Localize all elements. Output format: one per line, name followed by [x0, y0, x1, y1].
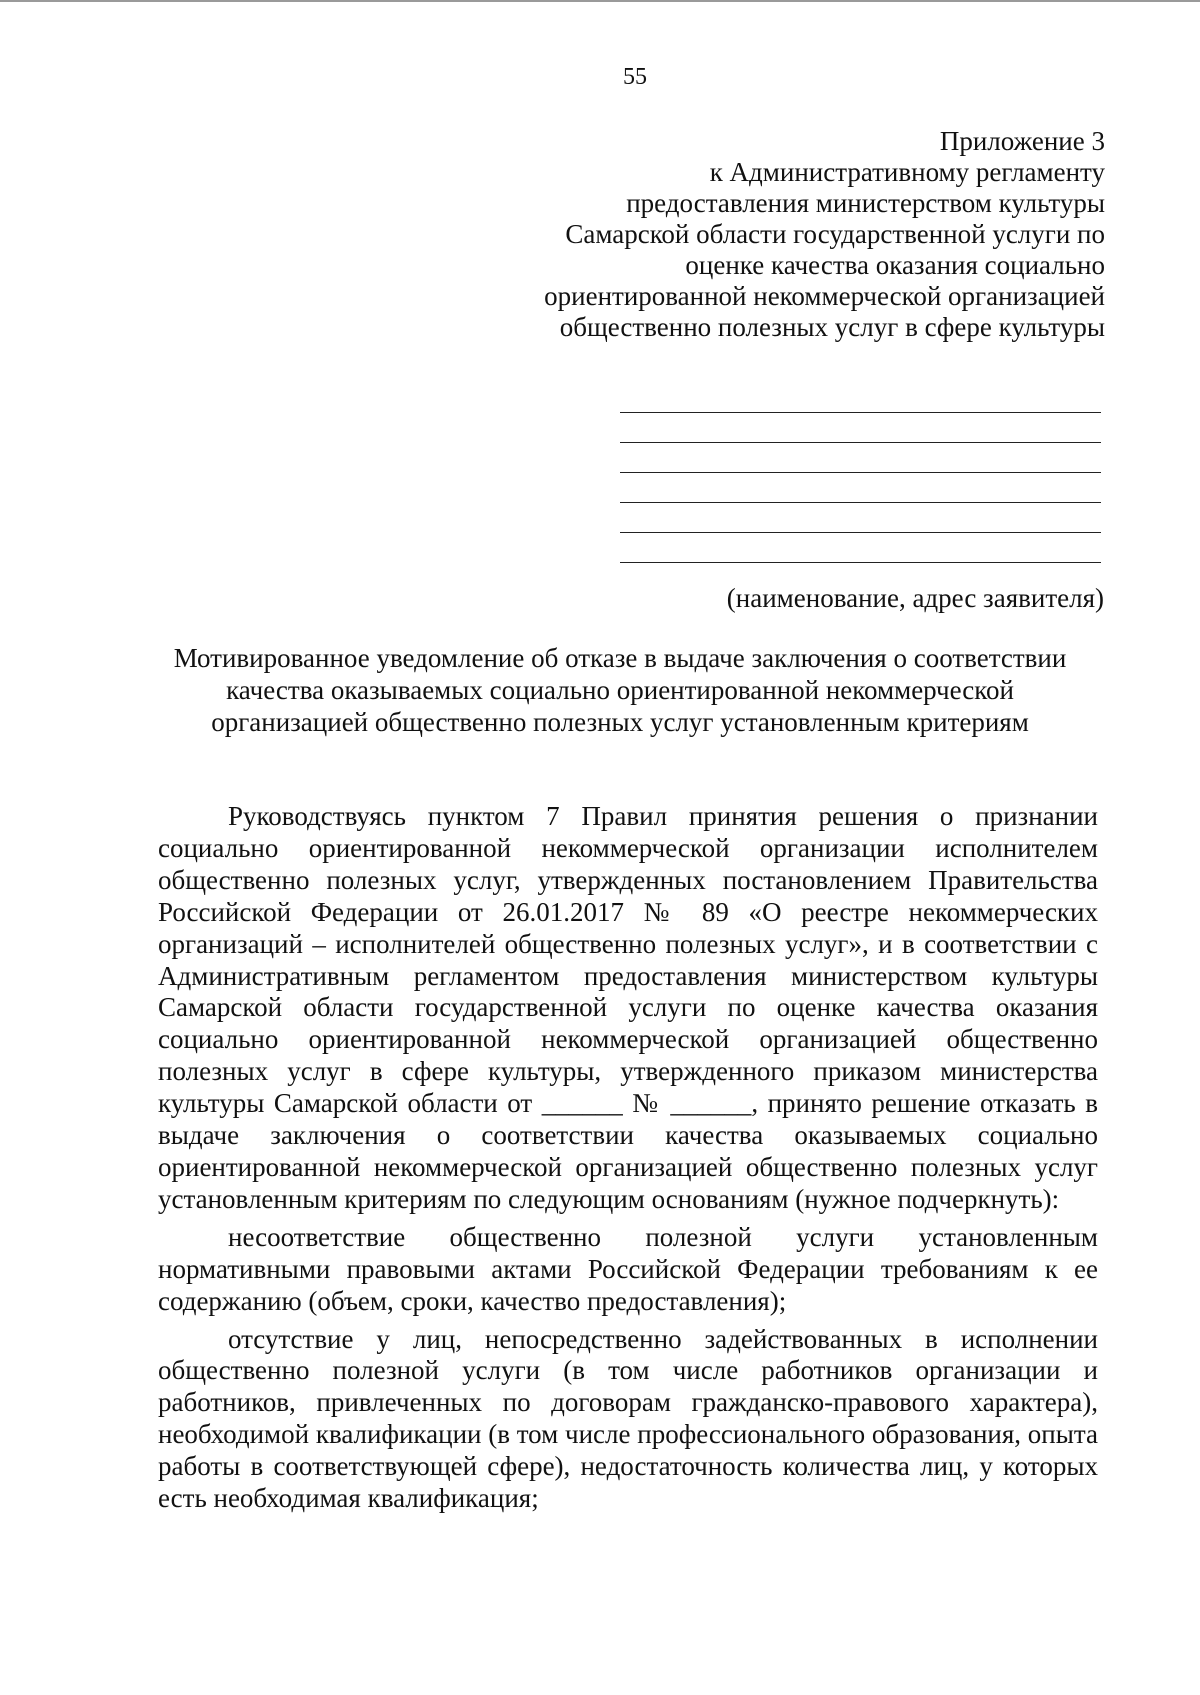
appendix-header: [465, 126, 1105, 343]
refusal-ground: отсутствие у лиц, непосредственно задействованных в исполнении общественно полезной услуги (в том числе работников организации и работников, привлеченных по договорам гражданско-правового характера), необходимой квалификации (в том числе профессионального образования, опыта работы в соответствующей сфере), недостаточность количества лиц, у которых есть необходимая квалификация;: [158, 1323, 1098, 1514]
blank-line: [620, 442, 1101, 443]
notice-title-line: Мотивированное уведомление об отказе в выдаче заключения о соответствии: [173, 643, 1067, 673]
applicant-caption: (наименование, адрес заявителя): [726, 583, 1104, 613]
appendix-line: предоставления министерством культуры: [626, 188, 1105, 218]
document-body: [158, 801, 1098, 1515]
refusal-ground: несоответствие общественно полезной услуги установленным нормативными правовыми актами Российской Федерации требованиям к ее содержанию (объем, сроки, качество предоставления);: [158, 1221, 1098, 1316]
notice-title: [140, 642, 1100, 738]
appendix-line: общественно полезных услуг в сфере культуры: [559, 312, 1105, 342]
blank-line: [620, 412, 1101, 413]
blank-line: [620, 532, 1101, 533]
blank-line: [620, 502, 1101, 503]
notice-title-line: организацией общественно полезных услуг установленным критериям: [211, 707, 1029, 737]
notice-title-line: качества оказываемых социально ориентированной некоммерческой: [226, 675, 1014, 705]
appendix-line: Приложение 3: [939, 126, 1105, 156]
appendix-line: ориентированной некоммерческой организацией: [544, 281, 1105, 311]
appendix-line: оценке качества оказания социально: [685, 250, 1105, 280]
scan-top-edge: [0, 0, 1200, 2]
page-number: 55: [623, 64, 647, 90]
applicant-blank-lines: [620, 412, 1101, 592]
body-paragraph: Руководствуясь пунктом 7 Правил принятия решения о признании социально ориентированной некоммерческой организации исполнителем общественно полезных услуг, утвержденных постановлением Правительства Российской Федерации от 26.01.2017 № 89 «О реестре некоммерческих организаций – исполнителей общественно полезных услуг», и в соответствии с Административным регламентом предоставления министерством культуры Самарской области государственной услуги по оценке качества оказания социально ориентированной некоммерческой организацией общественно полезных услуг в сфере культуры, утвержденного приказом министерства культуры Самарской области от ______ № ______, принято решение отказать в выдаче заключения о соответствии качества оказываемых социально ориентированной некоммерческой организацией общественно полезных услуг установленным критериям по следующим основаниям (нужное подчеркнуть):: [158, 801, 1098, 1214]
blank-line: [620, 472, 1101, 473]
appendix-line: Самарской области государственной услуги по: [565, 219, 1105, 249]
appendix-line: к Административному регламенту: [709, 157, 1105, 187]
blank-line: [620, 562, 1101, 563]
